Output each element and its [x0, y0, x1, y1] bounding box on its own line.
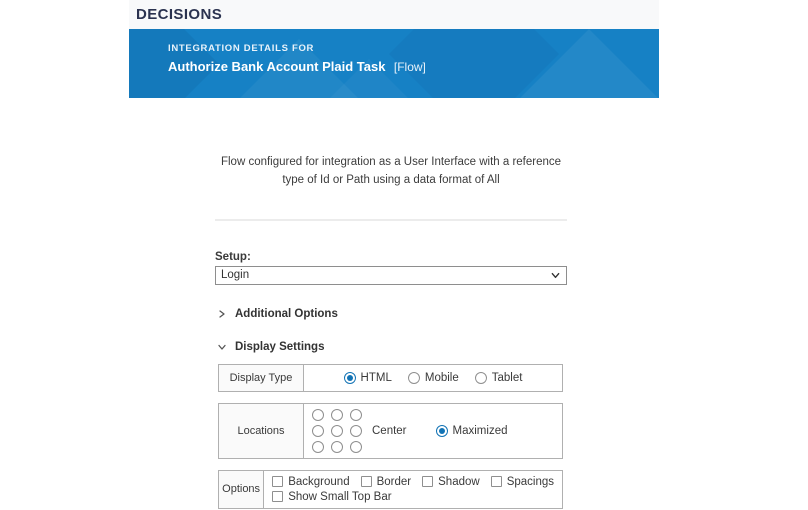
integration-banner: [129, 29, 659, 98]
radio-button-icon: [408, 372, 420, 384]
checkbox-icon: [491, 476, 502, 487]
radio-maximized[interactable]: [436, 425, 508, 437]
locations-row: [218, 403, 563, 459]
location-grid-radio[interactable]: [331, 441, 343, 453]
checkbox-spacings[interactable]: [491, 476, 554, 488]
location-grid-radio[interactable]: [312, 409, 324, 421]
options-row: [218, 470, 563, 509]
checkbox-show-small-top-bar-label: Show Small Top Bar: [288, 490, 392, 503]
center-label: Center: [372, 424, 407, 437]
dropdown-arrow-icon: [551, 271, 560, 280]
display-type-options: [304, 365, 562, 391]
additional-options-toggle[interactable]: [218, 308, 567, 320]
chevron-down-icon: [218, 343, 226, 351]
display-settings-toggle[interactable]: [218, 341, 567, 353]
checkbox-icon: [422, 476, 433, 487]
display-type-header: Display Type: [219, 365, 304, 391]
app-header: [129, 0, 659, 29]
checkbox-shadow-label: Shadow: [438, 475, 480, 488]
checkbox-show-small-top-bar[interactable]: [272, 491, 391, 503]
banner-eyebrow: INTEGRATION DETAILS FOR: [168, 43, 315, 54]
checkbox-border[interactable]: [361, 476, 412, 488]
location-grid-radio[interactable]: [331, 409, 343, 421]
checkbox-icon: [272, 491, 283, 502]
setup-label: Setup:: [215, 250, 251, 263]
description-line-1: Flow configured for integration as a User Interface with a reference: [220, 156, 562, 168]
additional-options-label: Additional Options: [235, 307, 338, 320]
locations-header: Locations: [219, 404, 304, 458]
banner-title: Authorize Bank Account Plaid Task: [168, 59, 386, 74]
content-column: [129, 0, 659, 98]
app-title: DECISIONS: [136, 6, 223, 23]
integration-description: [215, 153, 567, 190]
location-grid-radio[interactable]: [331, 425, 343, 437]
location-grid-radio[interactable]: [350, 441, 362, 453]
radio-button-icon: [436, 425, 448, 437]
form-column: [215, 98, 567, 509]
radio-button-icon: [475, 372, 487, 384]
checkbox-spacings-label: Spacings: [506, 475, 554, 488]
locations-options: [304, 404, 562, 458]
chevron-right-icon: [218, 310, 226, 318]
checkbox-background-label: Background: [288, 475, 350, 488]
options-header: Options: [219, 471, 264, 508]
maximized-label: Maximized: [452, 424, 508, 437]
checkbox-icon: [272, 476, 283, 487]
checkbox-shadow[interactable]: [422, 476, 480, 488]
radio-button-icon: [344, 372, 356, 384]
radio-tablet[interactable]: [475, 372, 523, 384]
checkbox-background[interactable]: [272, 476, 349, 488]
radio-tablet-label: Tablet: [491, 371, 523, 384]
checkbox-icon: [361, 476, 372, 487]
location-grid-radio[interactable]: [312, 441, 324, 453]
radio-mobile[interactable]: [408, 372, 459, 384]
setup-select-value: Login: [221, 269, 250, 282]
checkbox-border-label: Border: [376, 475, 412, 488]
radio-html[interactable]: [344, 372, 392, 384]
location-grid-radio[interactable]: [350, 425, 362, 437]
radio-mobile-label: Mobile: [424, 371, 459, 384]
location-grid-radio[interactable]: [350, 409, 362, 421]
display-type-row: [218, 364, 563, 392]
radio-html-label: HTML: [360, 371, 392, 384]
options-checkboxes: [264, 471, 562, 508]
banner-title-suffix: [Flow]: [393, 60, 426, 74]
banner-title-line: [168, 58, 659, 76]
location-grid-radio[interactable]: [312, 425, 324, 437]
section-divider: [215, 219, 567, 221]
display-settings-label: Display Settings: [235, 340, 325, 353]
description-line-2: type of Id or Path using a data format of All: [282, 174, 500, 187]
setup-select[interactable]: [215, 266, 567, 285]
